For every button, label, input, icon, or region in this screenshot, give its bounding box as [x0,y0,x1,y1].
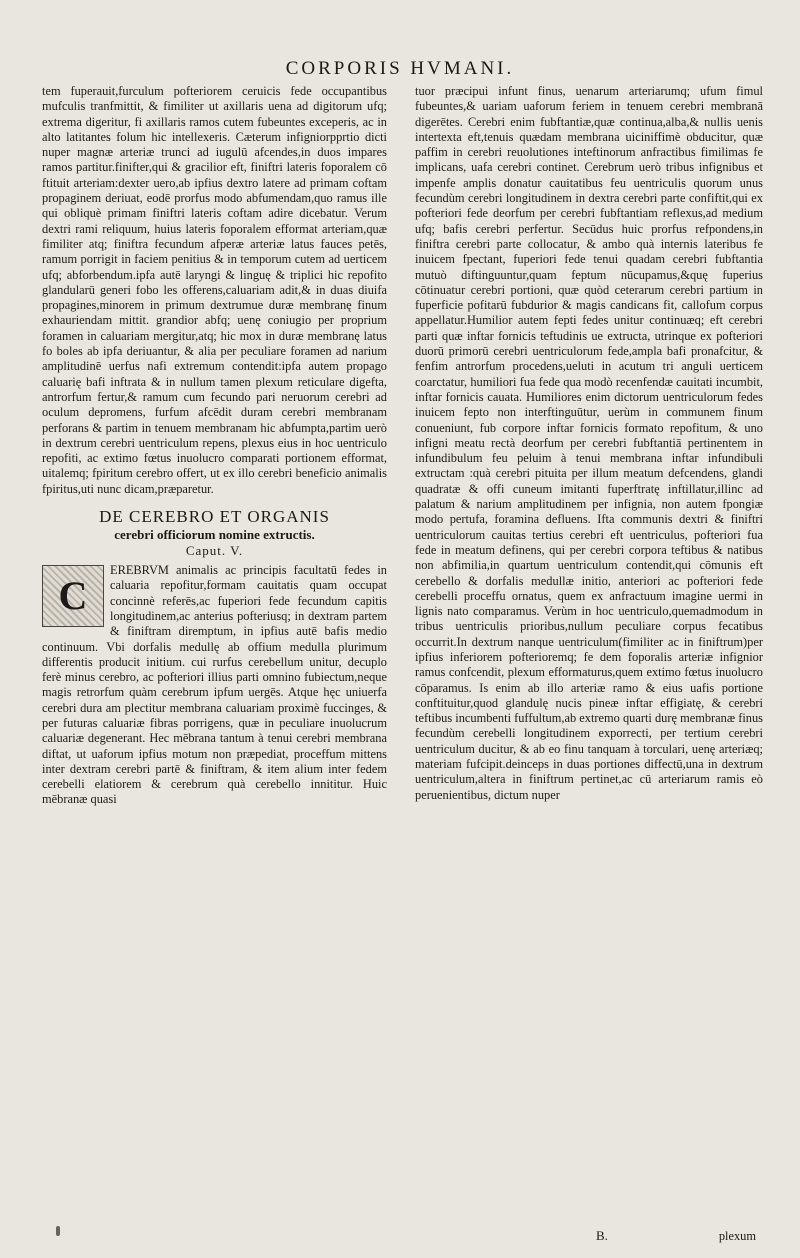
decorated-initial: C [42,565,104,627]
running-head: CORPORIS HVMANI. [285,58,515,79]
chapter-heading [42,507,387,559]
ink-mark [56,1226,60,1236]
chapter-body [42,563,387,808]
right-paragraph-1: tuor præcipui infunt finus, uenarum arteriarumq; ufum fimul fubeuntes,& uariam uaforum feriem in tenuem cerebri membranā digerētes. Cerebri enim fubftantiæ,quæ continua,alba,& nullis uenis intertexta eft,tenuis quædam membrana uiciniffimè obducitur, quæ paffim in cerebri reuolutiones inteftinorum anfractibus fimilimas fe implicans, uafa cerebri continet. Cerebrum uerò tribus infignibus et impenfe amplis donatur cauitatibus feu uentriculis quorum unus fecundùm cerebri longitudinem in dextra cerebri parte confiftit,qui ex pofteriori fede deorfum per cerebri fubftantiam reflexus,ad medium ufq; bafis cerebri perfertur. Secūdus huic prorfus refpondens,in finiftra cerebri parte collocatur, & ambo quà internis lateribus fe inuicem fpectant, fuperiori fede tenui quadam cerebri fubftantia mutuò diftinguuntur,quam feptum nūcupamus,&quę fuperius cōtinuatur cerebri portioni, quæ quòd ceterarum cerebri partium in fuperficie pofitarū fubdurior & magis candicans fit, callofum corpus appellatur.Humilior autem fepti fedes unitur continuæq; eft cerebri parti quæ inftar fornicis teftudinis ue extructa, utrinque ex pofteriori duorū primorū cerebri uentriculorum fede,ampla bafi pronafcitur, & fenfim antrorfum procedens,ueluti in acutum tri anguli uerticem coarctatur, humiliori fua fede qua modò recenfendæ cauitati incumbit, inftar fornicis cauata. Humiliores enim dictorum uentriculorum fedes inuicem fepto non interftinguūtur, uerùm in communem finum conueniunt, fub corpore inftar fornicis formato repofitum, & uno infigni meatu rectà deorfum per cerebri fubftantiā pertinentem in infundibulum feu peluim à tenui membrana inftar infundibuli extructam :quà cerebri pituita per illum meatum defcendens, glandi quadratæ & offi cuneum imitanti fuperftratę inftillatur,illinc ad palatum & narium amplitudinem per infignia, non autem fpongiæ modo pertufa, foramina defluens. Ifta communis dextri & finiftri uentriculorum cauitas tertius cerebri eft uentriculus, pofteriori fua fede in meatum definens, qui per cerebri corpora teftibus & natibus non abfimilia,in quartum uentriculum contendit,qui cōmunis eft cerebello & dorfalis medullæ initio, anteriori ac pofteriori fede cerebelli proceffu ornatus, quem ex anfractuum imagine uermi in lignis nato comparamus. Verùm in hoc uentriculo,quemadmodum in tribus uentriculis prioribus,nullum peculiare corpus fecatibus occurrit.In dextrum nanque uentriculum(fimiliter ac in finiftrum)per ipfius inferiorem pofterioremq; fe dem foporalis arteriæ infignior ramus confcendit, plexum efformaturus,quem extimo fœtus inuolucro cōparamus. Is enim ab illo arteriæ ramo & eius uafis portione conftituitur,quod glandulę nucis pineæ inftar effigiatę, & cerebri teftibus incumbenti fuffultum,ab extremo quarti durę membranæ finus fecundùm cerebelli longitudinem exporrecti, per tertium cerebri uentriculum ducitur, & ab eo finu tanquam à torculari, uenę arteriæq; materiam fufcipit.deinceps in duas portiones diffectū,una in dextrum uentriculum,altera in finiftrum pertinet,ac cū arteriarum ramis eò peruenientibus, dictum nuper [415,84,764,802]
chapter-title: DE CEREBRO ET ORGANIS [99,507,330,527]
chapter-number: Caput. V. [185,543,244,559]
right-column [415,84,763,803]
chapter-subtitle: cerebri officiorum nomine extructis. [114,527,315,543]
left-paragraph-1: tem fuperauit,furculum pofteriorem ceruicis fede occupantibus mufculis tranfmittit, & fimiliter ut axillaris uena ad digitorum ufq; extrema digeritur, fi axillaris ramos cutem fubeuntes exceperis, ac in alto latitantes folum hic intellexeris. Cæterum infigniorpprtio dicti nuper magnæ arteriæ trunci ad iugulū afcendes,in duos impares ramos partitur.finifter,qui & gracilior eft, finiftri lateris foporalem cō ftituit arteriam:dexter uero,ab ipfius dextro latere ad primam coftam propaginem deriuat, eodē prorfus modo abfumendam,quo ramus ille qui obliquè primam finiftri lateris coftam adire dicebatur. Verum dextri rami reliquum, huius lateris foporalem efformat arteriam,quæ fimiliter atq; finiftra fecundum afperæ arteriæ latus fauces petēs, ramum porrigit in faciem penitius & in temporum cutem ad uerticem ufq; abforbendum.ipfa autē laryngi & linguę & triplici hic repofito glandularū generi fobo les offerens,caluariam adit,& in duas diuifa propagines,minorem in primum dextrumue duræ membranę finum exhauriendam mittit. grandior abfq; uenę coniugio per proprium foramen in caluariam mergitur,atq; hic mox in duræ membranę latus fo boles ab ipfa deriuantur, & alia per peculiare foramen ad narium amplitudinē uerfus nafi extremum contendit:ipfa autem propago caluarię bafi inftrata & in nullum tamen plexum reticulare digefta, antrorfum fertur,& ramum cum fecundo pari neruorum cerebri ad oculum depromens, furfum afcēdit duram cerebri membranam perforans & partim in tenuem membranam hic abfumpta,partim uerò in dextrum cerebri uentriculum repens, plexus eius in hoc uentriculo repofiti, ac extimo fœtus inuolucro comparati portionem efformat, uitalemq; fpiritum cerebro offert, ut ex illo cerebri beneficio animalis fpiritus,uti nunc dicam,præparetur. [42,84,387,496]
signature-mark: B. [596,1228,608,1243]
catchword: plexum [718,1229,756,1243]
left-column [42,84,387,808]
left-paragraph-2: EREBRVM animalis ac principis facultatū fedes in caluaria repofitur,formam cauitatis quam occupat concinnè referēs,ac fuperiori fede fecundum capitis longitudinem,ac anterius pofteriusq; in dextram partem & finiftram diremptum, in ipfius autē bafis medio continuum. Vbi dorfalis medullę ab offium medulla plurimum differentis producit initium. cui rurfus cerebellum unitur, decuplo ferè minus cerebro, ac pofteriori illius parti omnino fubiectum,neque magis retrorfum quàm cerebrum ipfum uergēs. Atque hęc uniuerfa cerebri dura am plectitur membrana caluariam proximè fuccinges, & per futuras caluariæ fibras porrigens, quæ in peculiare inuolucrum caluariæ degenerant. Hec mēbrana tantum à tenui cerebri membrana diftat, ut uaforum ipfius motum non præpediat, proceffum mittens inter dextram cerebri partē & finiftram, & item alium inter fedem cerebelli elatiorem & cerebrum quà cerebello innititur. Huic mēbranæ quasi [42,563,387,807]
